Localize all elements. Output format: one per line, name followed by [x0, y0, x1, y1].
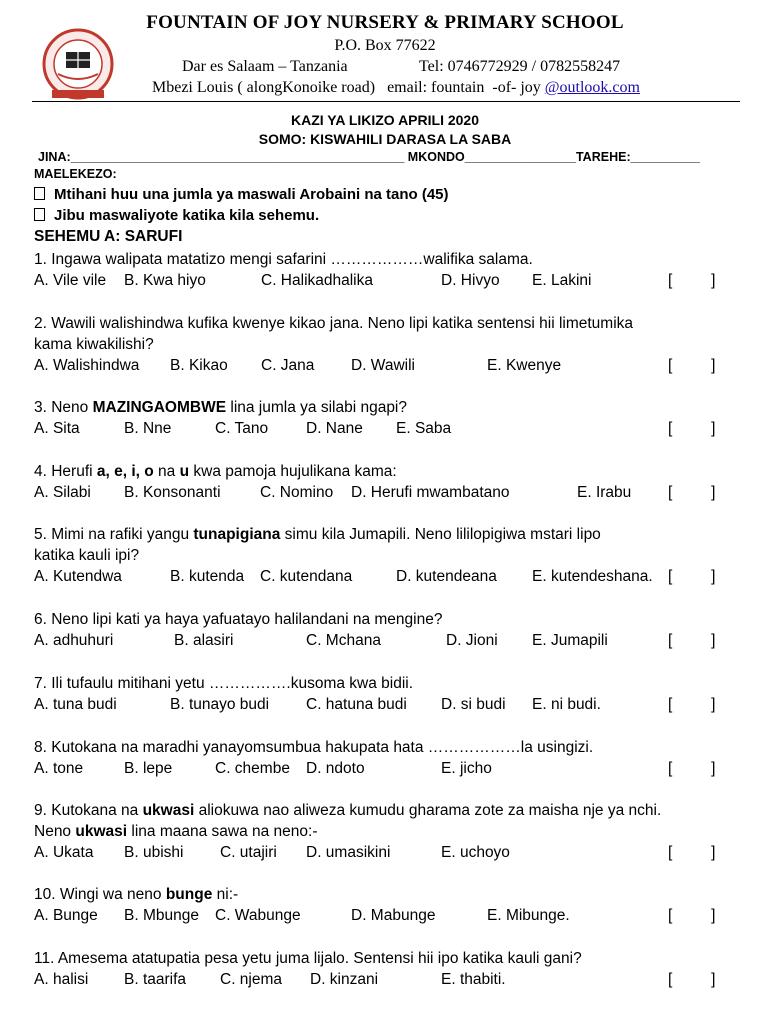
answer-option: E. thabiti.: [441, 971, 506, 988]
answer-option: B. kutenda: [170, 568, 245, 585]
answer-bracket[interactable]: [ ]: [668, 907, 716, 924]
answer-bracket[interactable]: [ ]: [668, 272, 716, 289]
answer-option: C. Tano: [215, 420, 269, 437]
answer-option: D. kutendeana: [396, 568, 497, 585]
answer-option: A. halisi: [34, 971, 89, 988]
question-text: 2. Wawili walishindwa kufika kwenye kikao jana. Neno lipi katika sentensi hii limetumika: [34, 315, 634, 332]
answer-option: C. Jana: [261, 357, 315, 374]
answer-option: E. Lakini: [532, 272, 592, 289]
answer-bracket[interactable]: [ ]: [668, 760, 716, 777]
answer-options: [34, 418, 734, 439]
question-text: kama kiwakilishi?: [34, 336, 154, 353]
answer-option: E. jicho: [441, 760, 492, 777]
question-text: 5. Mimi na rafiki yangu tunapigiana simu kila Jumapili. Neno lililopigiwa mstari lipo: [34, 526, 601, 543]
answer-option: B. alasiri: [174, 632, 234, 649]
exam-subject: SOMO: KISWAHILI DARASA LA SABA: [258, 131, 512, 147]
answer-option: E. Jumapili: [532, 632, 608, 649]
answer-option: C. njema: [220, 971, 283, 988]
student-fields: JINA:________________________________________________ MKONDO________________TAREHE:__________: [38, 150, 701, 164]
checkbox-icon: [34, 208, 45, 221]
answer-option: B. tunayo budi: [170, 696, 270, 713]
question-text: 10. Wingi wa neno bunge ni:-: [34, 886, 239, 903]
question-text: 4. Herufi a, e, i, o na u kwa pamoja hujulikana kama:: [34, 463, 397, 480]
answer-option: E. Irabu: [577, 484, 632, 501]
address-text: Mbezi Louis ( alongKonoike road): [152, 79, 376, 96]
school-name: FOUNTAIN OF JOY NURSERY & PRIMARY SCHOOL: [146, 12, 624, 33]
question-text: 1. Ingawa walipata matatizo mengi safarini ………………walifika salama.: [34, 251, 533, 268]
answer-options: [34, 969, 734, 990]
answer-options: [34, 270, 734, 291]
answer-option: A. Bunge: [34, 907, 98, 924]
answer-option: B. taarifa: [124, 971, 187, 988]
answer-option: A. Ukata: [34, 844, 94, 861]
answer-bracket[interactable]: [ ]: [668, 844, 716, 861]
answer-option: C. hatuna budi: [306, 696, 407, 713]
answer-options: [34, 355, 734, 376]
telephone-line: Tel: 0746772929 / 0782558247: [419, 58, 621, 75]
answer-option: D. Herufi mwambatano: [351, 484, 510, 501]
answer-option: E. uchoyo: [441, 844, 510, 861]
answer-option: D. ndoto: [306, 760, 365, 777]
instructions-heading: MAELEKEZO:: [34, 167, 117, 181]
answer-options: [34, 482, 734, 503]
answer-option: D. Mabunge: [351, 907, 436, 924]
answer-option: A. Silabi: [34, 484, 91, 501]
answer-option: E. Saba: [396, 420, 452, 437]
answer-option: D. Jioni: [446, 632, 498, 649]
email-text: email: fountain -of- joy: [387, 79, 545, 96]
answer-options: [34, 905, 734, 926]
answer-option: A. Walishindwa: [34, 357, 140, 374]
question-text: 6. Neno lipi kati ya haya yafuatayo halilandani na mengine?: [34, 611, 443, 628]
question-text: 11. Amesema atatupatia pesa yetu juma lijalo. Sentensi hii ipo katika kauli gani?: [34, 950, 582, 967]
answer-option: A. Vile vile: [34, 272, 107, 289]
answer-option: D. kinzani: [310, 971, 379, 988]
answer-options: [34, 694, 734, 715]
answer-bracket[interactable]: [ ]: [668, 420, 716, 437]
answer-option: A. Sita: [34, 420, 80, 437]
answer-option: A. tone: [34, 760, 84, 777]
question-text: katika kauli ipi?: [34, 547, 140, 564]
answer-option: A. tuna budi: [34, 696, 117, 713]
answer-options: [34, 630, 734, 651]
answer-option: C. Mchana: [306, 632, 381, 649]
answer-options: [34, 758, 734, 779]
answer-option: C. chembe: [215, 760, 290, 777]
answer-option: A. Kutendwa: [34, 568, 122, 585]
instruction-item: [34, 207, 319, 224]
exam-title: KAZI YA LIKIZO APRILI 2020: [290, 112, 479, 128]
answer-option: D. Wawili: [351, 357, 416, 374]
header-divider: [32, 101, 740, 102]
answer-option: C. Nomino: [260, 484, 334, 501]
answer-option: B. Konsonanti: [124, 484, 221, 501]
question-text: 9. Kutokana na ukwasi aliokuwa nao aliweza kumudu gharama zote za maisha nje ya nchi.: [34, 802, 662, 819]
answer-option: D. Nane: [306, 420, 363, 437]
answer-option: E. ni budi.: [532, 696, 601, 713]
answer-bracket[interactable]: [ ]: [668, 971, 716, 988]
answer-bracket[interactable]: [ ]: [668, 357, 716, 374]
answer-option: D. Hivyo: [441, 272, 500, 289]
po-box: P.O. Box 77622: [334, 37, 436, 54]
section-title: SEHEMU A: SARUFI: [34, 228, 183, 245]
answer-option: B. Kwa hiyo: [124, 272, 206, 289]
checkbox-icon: [34, 187, 45, 200]
answer-option: B. Kikao: [170, 357, 228, 374]
answer-option: E. Mibunge.: [487, 907, 570, 924]
question-text: 8. Kutokana na maradhi yanayomsumbua hakupata hata ………………la usingizi.: [34, 739, 594, 756]
answer-option: C. Wabunge: [215, 907, 301, 924]
question-text: Neno ukwasi lina maana sawa na neno:-: [34, 823, 318, 840]
answer-bracket[interactable]: [ ]: [668, 484, 716, 501]
email-link[interactable]: @outlook.com: [544, 79, 640, 96]
answer-bracket[interactable]: [ ]: [668, 696, 716, 713]
city-line: Dar es Salaam – Tanzania: [182, 58, 348, 75]
answer-option: B. ubishi: [124, 844, 184, 861]
answer-options: [34, 842, 734, 863]
answer-option: B. Nne: [124, 420, 172, 437]
instruction-item: [34, 186, 449, 203]
instruction-text: Jibu maswaliyote katika kila sehemu.: [54, 207, 320, 224]
answer-option: E. kutendeshana.: [532, 568, 653, 585]
answer-option: B. lepe: [124, 760, 173, 777]
answer-option: C. Halikadhalika: [261, 272, 373, 289]
instruction-text: Mtihani huu una jumla ya maswali Arobaini na tano (45): [54, 186, 449, 203]
answer-options: [34, 566, 734, 587]
answer-option: E. Kwenye: [487, 357, 562, 374]
answer-option: C. utajiri: [220, 844, 277, 861]
answer-option: D. si budi: [441, 696, 506, 713]
answer-bracket[interactable]: [ ]: [668, 568, 716, 585]
answer-option: B. Mbunge: [124, 907, 199, 924]
question-text: 3. Neno MAZINGAOMBWE lina jumla ya silabi ngapi?: [34, 399, 407, 416]
address-line: [152, 79, 640, 97]
answer-option: C. kutendana: [260, 568, 353, 585]
question-text: 7. Ili tufaulu mitihani yetu …………….kusoma kwa bidii.: [34, 675, 414, 692]
answer-bracket[interactable]: [ ]: [668, 632, 716, 649]
answer-option: A. adhuhuri: [34, 632, 114, 649]
answer-option: D. umasikini: [306, 844, 391, 861]
